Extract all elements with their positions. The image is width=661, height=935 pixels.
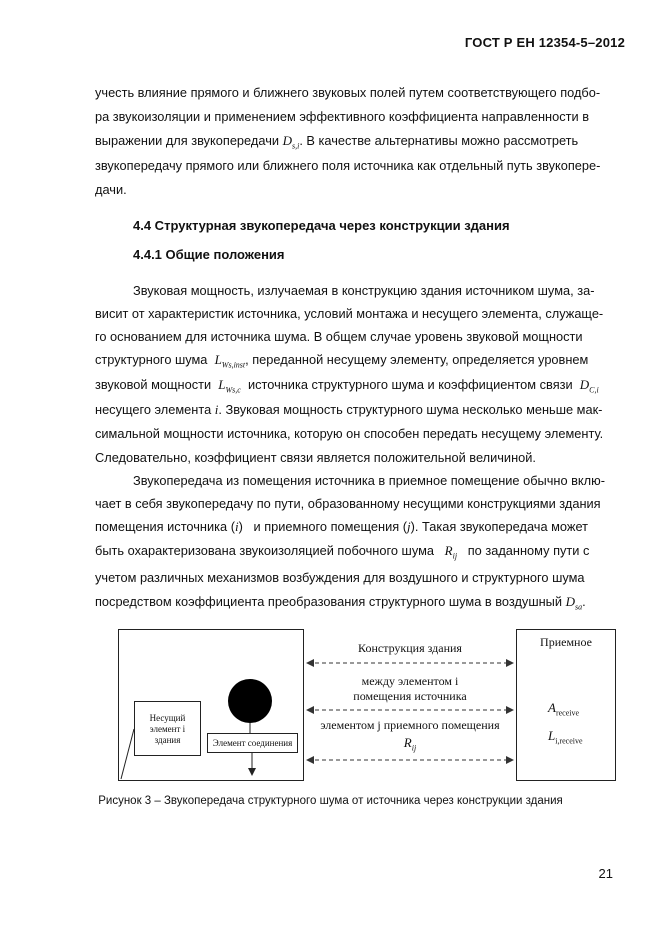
page-number: 21 (598, 866, 613, 881)
figure-caption: Рисунок 3 – Звукопередача структурного шума от источника через конструкции здания (98, 795, 563, 807)
para2-line4: структурного шума $L_{Ws,inst}$, переданной несущему элементу, определяется уровнем (95, 352, 589, 370)
para1-line2: ра звукоизоляции и применением эффективного коэффициента направленности в (95, 109, 589, 124)
between-element-label-2: помещения источника (353, 689, 467, 703)
para3-line5: учетом различных механизмов возбуждения для воздушного и структурного шума (95, 570, 585, 585)
para2-line6: несущего элемента i. Звуковая мощность структурного шума несколько меньше мак- (95, 402, 603, 417)
arrow-bottom-right-head (506, 756, 514, 764)
receiving-room-label: Приемное (540, 635, 592, 649)
para1-line3: выражении для звукопередачи $D_{s,i}$. В качестве альтернативы можно рассмотреть (95, 133, 579, 151)
para3-line1: Звукопередача из помещения источника в приемное помещение обычно вклю- (133, 473, 606, 488)
load-element-leader (121, 729, 134, 779)
arrow-top-left-head (306, 659, 314, 667)
arrow-top-right-head (506, 659, 514, 667)
para3-line4: быть охарактеризована звукоизоляцией побочного шума $R_{ij}$ по заданному пути с (95, 543, 590, 561)
para2-line3: го основанием для источника шума. В общем случае уровень звуковой мощности (95, 329, 583, 344)
arrow-bottom-left-head (306, 756, 314, 764)
para1-line5: дачи. (95, 182, 127, 197)
flanking-r-label: $R_{ij}$ (403, 735, 417, 753)
load-element-label: Несущий элемент i здания (149, 713, 186, 745)
para3-line6: посредством коэффициента преобразования структурного шума в воздушный $D_{sa}$. (95, 594, 586, 612)
subsection-heading: 4.4.1 Общие положения (133, 247, 285, 262)
para3-line3: помещения источника (i) и приемного помещения (j). Такая звукопередача может (95, 519, 589, 534)
arrow-middle-left-head (306, 706, 314, 714)
section-heading: 4.4 Структурная звукопередача через конструкции здания (133, 218, 510, 233)
building-structure-label: Конструкция здания (358, 641, 462, 655)
absorption-area-label: $A_{receive}$ (548, 700, 580, 718)
para2-line1: Звуковая мощность, излучаемая в конструкцию здания источником шума, за- (133, 283, 595, 298)
para3-line2: чает в себя звукопередачу по пути, образованному несущими конструкциями здания (95, 496, 601, 511)
between-element-label-1: между элементом i (361, 674, 459, 688)
element-j-label: элементом j приемного помещения (320, 718, 500, 732)
para2-line5: звуковой мощности $L_{Ws,c}$ источника структурного шума и коэффициентом связи $D_{C,i}$ (95, 377, 599, 395)
para2-line7: симальной мощности источника, которую он способен передать несущему элементу. (95, 426, 604, 441)
para1-line1: учесть влияние прямого и ближнего звуковых полей путем соответствующего подбо- (95, 85, 601, 100)
receive-level-label: $L_{i,receive}$ (548, 728, 583, 746)
para1-line4: звукопередачу прямого или ближнего поля источника как отдельный путь звукопере- (95, 158, 601, 173)
connection-element-label: Элемент соединения (212, 738, 293, 748)
arrow-middle-right-head (506, 706, 514, 714)
para2-line2: висит от характеристик источника, условий монтажа и несущего элемента, служаще- (95, 306, 604, 321)
para2-line8: Следовательно, коэффициент связи является положительной величиной. (95, 450, 536, 465)
doc-code-header: ГОСТ Р ЕН 12354-5–2012 (464, 35, 625, 50)
down-arrow-head (248, 768, 256, 776)
